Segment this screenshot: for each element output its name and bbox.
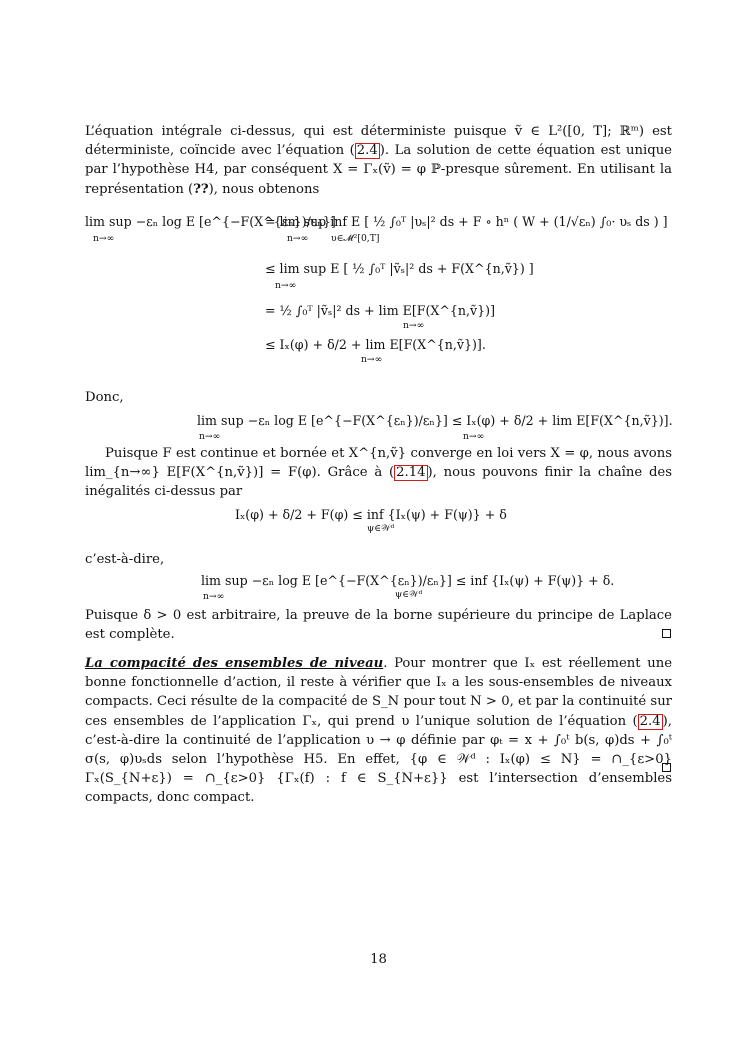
qed-box-2: [662, 763, 671, 772]
paragraph-conclusion: Puisque δ > 0 est arbitraire, la preuve de la borne supérieure du principe de Laplace est complète.: [85, 608, 672, 643]
page: [85, 0, 672, 1053]
para2-text-a: Puisque F est continue et bornée et X^{n,ṽ} converge en loi vers X = φ, nous avons lim_{n→∞} E[F(X^{n,ṽ})] = F(φ). Grâce à (: [85, 446, 672, 481]
eq4-sub2: ψ∈𝒲ᵈ: [395, 589, 423, 600]
eq1-line4-sub: n→∞: [361, 354, 383, 365]
eq1-line1-sub2: υ∈𝓜²[0,T]: [331, 233, 380, 244]
equation-ref-link-3[interactable]: 2.4: [639, 713, 661, 729]
eq1-line3-sub: n→∞: [403, 320, 425, 331]
para2-text-b: ), nous pouvons finir la chaîne des inégalités ci-dessus par: [85, 465, 672, 500]
paragraph-intro: [85, 122, 672, 199]
para1-text-c: ), nous obtenons: [208, 181, 320, 197]
eq4-sub1: n→∞: [203, 591, 225, 602]
page-number: 18: [370, 952, 387, 967]
eq3-sub: ψ∈𝒲ᵈ: [367, 523, 395, 534]
donc-text: Donc,: [85, 390, 124, 405]
missing-ref[interactable]: ??: [193, 181, 209, 197]
eq1-line1-sub1: n→∞: [287, 233, 309, 244]
eq1-line2: ≤ lim sup E [ ½ ∫₀ᵀ |ṽₛ|² ds + F(X^{n,ṽ}) ]: [265, 261, 534, 276]
eq1-line1: = lim sup inf E [ ½ ∫₀ᵀ |υₛ|² ds + F ∘ hⁿ ( W + (1/√εₙ) ∫₀· υₛ ds ) ]: [265, 214, 668, 229]
paragraph-convergence: [85, 444, 672, 502]
para1-text-b: ). La solution de cette équation est unique par l’hypothèse H4, par conséquent X = Γₓ(ṽ) = φ ℙ-presque sûrement. En utilisant la représentation (: [85, 143, 672, 197]
equation-ref-link[interactable]: 2.4: [356, 143, 378, 159]
qed-box-1: [662, 629, 671, 638]
equation-ref-link-2[interactable]: 2.14: [396, 465, 426, 481]
eq1-line4: ≤ Iₓ(φ) + δ/2 + lim E[F(X^{n,ṽ})].: [265, 337, 486, 352]
eq1-line2-sub: n→∞: [275, 280, 297, 291]
eq1-lhs: lim sup −εₙ log E [e^{−F(X^{εₙ})/εₙ}]: [85, 214, 336, 229]
para4-text-b: ), c’est-à-dire la continuité de l’application υ → φ définie par φₜ = x + ∫₀ᵗ b(s, φ)ds + ∫₀ᵗ σ(s, φ)υₛds selon l’hypothèse H5. En effet, {φ ∈ 𝒲ᵈ : Iₓ(φ) ≤ N} = ∩_{ε>0} Γₓ(S_{N+ε}) = ∩_{ε>0} {Γₓ(f) : f ∈ S_{N+ε}} est l’intersection d’ensembles compacts, donc compact.: [85, 713, 672, 806]
eq1-line3: = ½ ∫₀ᵀ |ṽₛ|² ds + lim E[F(X^{n,ṽ})]: [265, 303, 496, 318]
paragraph-compactness: [85, 654, 672, 808]
equation-4: lim sup −εₙ log E [e^{−F(X^{εₙ})/εₙ}] ≤ inf {Iₓ(ψ) + F(ψ)} + δ.: [201, 573, 615, 588]
eq1-lhs-sub: n→∞: [93, 233, 115, 244]
compactness-title: La compacité des ensembles de niveau: [85, 656, 384, 671]
equation-3: Iₓ(φ) + δ/2 + F(φ) ≤ inf {Iₓ(ψ) + F(ψ)} + δ: [235, 507, 507, 522]
eq2-sub1: n→∞: [199, 431, 221, 442]
cest-a-dire-text: c’est-à-dire,: [85, 552, 165, 567]
para4-text-a: . Pour montrer que Iₓ est réellement une bonne fonctionnelle d’action, il reste à vérifier que Iₓ a les sous-ensembles de niveaux compacts. Ceci résulte de la compacité de S_N pour tout N > 0, et par la continuité sur ces ensembles de l’application Γₓ, qui prend υ l’unique solution de l’équation (: [85, 656, 673, 729]
eq2-sub2: n→∞: [463, 431, 485, 442]
equation-2: lim sup −εₙ log E [e^{−F(X^{εₙ})/εₙ}] ≤ Iₓ(φ) + δ/2 + lim E[F(X^{n,ṽ})].: [197, 413, 673, 428]
para1-text-a: L’équation intégrale ci-dessus, qui est déterministe puisque ṽ ∈ L²([0, T]; ℝᵐ) est déterministe, coïncide avec l’équation (: [85, 124, 672, 159]
